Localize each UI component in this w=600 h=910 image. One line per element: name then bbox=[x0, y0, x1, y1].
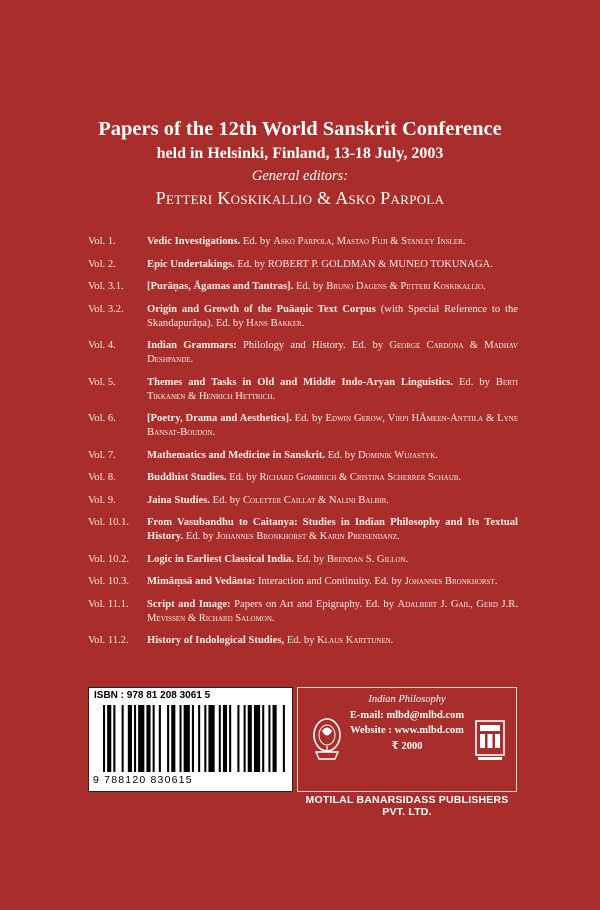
barcode-bar bbox=[223, 705, 227, 772]
volume-number: Vol. 10.1. bbox=[88, 517, 130, 528]
volume-editors: Brendan S. Gillon. bbox=[326, 553, 409, 565]
volume-number: Vol. 3.2. bbox=[88, 303, 124, 315]
volume-number: Vol. 10.3. bbox=[88, 576, 130, 587]
barcode-bar bbox=[192, 705, 194, 772]
volume-title: [Purāṇas, Āgamas and Tantras]. bbox=[147, 281, 294, 292]
publisher-logo-icon bbox=[473, 718, 507, 762]
volume-description bbox=[147, 303, 518, 331]
volume-description bbox=[147, 634, 518, 648]
volume-editor-prefix: Ed. by bbox=[294, 413, 323, 424]
volume-description bbox=[147, 575, 518, 589]
volume-item bbox=[88, 634, 518, 648]
barcode-bar bbox=[179, 705, 181, 772]
volume-description bbox=[147, 412, 518, 440]
barcode-bar bbox=[268, 705, 270, 772]
volume-title: Mimāṃsā and Vedānta: bbox=[147, 576, 256, 587]
price-text: ₹ 2000 bbox=[391, 740, 423, 752]
barcode-bar bbox=[167, 705, 169, 772]
volume-title: Origin and Growth of the Puāaṇic Text Corpus bbox=[147, 303, 376, 315]
barcode-bar bbox=[138, 705, 144, 772]
barcode-bar bbox=[208, 705, 214, 772]
category-label: Indian Philosophy bbox=[368, 694, 446, 705]
volume-item bbox=[88, 280, 518, 294]
volume-description bbox=[147, 516, 518, 544]
volume-title: Mathematics and Medicine in Sanskrit. bbox=[147, 449, 326, 461]
barcode-bar bbox=[229, 705, 231, 772]
volume-editors: Dominik Wujastyk. bbox=[358, 449, 438, 461]
volume-number: Vol. 7. bbox=[88, 449, 116, 461]
volume-title: Buddhist Studies. bbox=[147, 472, 227, 483]
volume-title: Vedic Investigations. bbox=[147, 236, 241, 247]
volume-item bbox=[88, 575, 518, 589]
volume-item bbox=[88, 412, 518, 440]
volume-editor-prefix: (with Special Reference to the Skandapurāṇa). Ed. by bbox=[147, 303, 518, 329]
volume-editors: Bruno Dagens & Petteri Koskikallio. bbox=[326, 281, 486, 292]
volume-item bbox=[88, 598, 518, 626]
barcode-number: 9 788120 830615 bbox=[93, 774, 193, 786]
volume-number: Vol. 11.2. bbox=[88, 635, 129, 646]
volume-editor-prefix: Ed. by bbox=[185, 531, 214, 542]
volume-editor-prefix: Ed. by bbox=[237, 258, 266, 270]
volume-number: Vol. 2. bbox=[88, 258, 116, 270]
volume-item bbox=[88, 516, 518, 544]
barcode-bar bbox=[273, 705, 277, 772]
barcode-bar bbox=[237, 705, 239, 772]
volume-item bbox=[88, 449, 518, 463]
barcode-bar bbox=[146, 705, 150, 772]
volume-editors: Richard Gombrich & Cristina Scherrer Schaub. bbox=[259, 472, 462, 483]
barcode-bar bbox=[219, 705, 221, 772]
barcode-bar bbox=[184, 705, 190, 772]
barcode-box bbox=[88, 687, 293, 792]
barcode-bar bbox=[134, 705, 136, 772]
barcode-bar bbox=[128, 705, 132, 772]
volume-editors: Asko Parpola, Mastao Fuji & Stanley Insler. bbox=[273, 236, 466, 247]
volume-item bbox=[88, 494, 518, 508]
volume-number: Vol. 5. bbox=[88, 376, 116, 388]
volume-editor-prefix: Ed. by bbox=[458, 376, 490, 388]
barcode-bar bbox=[171, 705, 175, 772]
volume-title: Indian Grammars: bbox=[147, 340, 237, 351]
volume-editor-prefix: Philology and History. Ed. by bbox=[243, 340, 384, 351]
email-text: E-mail: mlbd@mlbd.com bbox=[349, 709, 465, 721]
volume-list bbox=[88, 235, 518, 657]
volume-description bbox=[147, 494, 518, 508]
barcode-bar bbox=[107, 705, 111, 772]
publisher-name: MOTILAL BANARSIDASS PUBLISHERS PVT. LTD. bbox=[305, 794, 509, 818]
volume-description bbox=[147, 471, 518, 485]
volume-description bbox=[147, 258, 518, 272]
volume-description bbox=[147, 339, 518, 367]
volume-number: Vol. 8. bbox=[88, 472, 116, 483]
volume-editors: George Cardona & Madhav Deshpande. bbox=[147, 340, 518, 365]
volume-editors: Berti Tikkanen & Henrich Hettrich. bbox=[147, 376, 518, 402]
volume-title: [Poetry, Drama and Aesthetics]. bbox=[147, 413, 292, 424]
volume-editors: Klaus Karttunen. bbox=[317, 635, 394, 646]
volume-item bbox=[88, 471, 518, 485]
volume-title: Jaina Studies. bbox=[147, 494, 210, 506]
volume-editors: Johannes Bronkhorst & Karin Preisendanz. bbox=[216, 531, 400, 542]
volume-number: Vol. 6. bbox=[88, 413, 116, 424]
series-title: Papers of the 12th World Sanskrit Conference bbox=[98, 118, 502, 140]
volume-number: Vol. 3.1. bbox=[88, 281, 124, 292]
volume-item bbox=[88, 339, 518, 367]
volume-editor-prefix: Ed. by bbox=[242, 236, 271, 247]
volume-title: Epic Undertakings. bbox=[147, 258, 235, 270]
volume-editors: Edwin Gerow, Virpi HÄmeen-Anttila & Lyne Bansat-Boudon. bbox=[147, 413, 518, 438]
volume-title: History of Indological Studies, bbox=[147, 635, 285, 646]
barcode-bar bbox=[204, 705, 206, 772]
volume-editor-prefix: Ed. by bbox=[295, 281, 324, 292]
barcode-bar bbox=[122, 705, 124, 772]
volume-title: Script and Image: bbox=[147, 598, 231, 610]
website-text: Website : www.mlbd.com bbox=[350, 725, 464, 736]
volume-description bbox=[147, 235, 518, 249]
volume-number: Vol. 11.1. bbox=[88, 598, 129, 610]
barcode-bar bbox=[262, 705, 264, 772]
volume-editor-prefix: Ed. by bbox=[296, 553, 325, 565]
volume-item bbox=[88, 303, 518, 331]
volume-description bbox=[147, 553, 518, 567]
barcode-bar bbox=[244, 705, 246, 772]
barcode-bar bbox=[254, 705, 260, 772]
publisher-box bbox=[297, 687, 517, 792]
barcode-icon bbox=[103, 705, 287, 772]
barcode-bar bbox=[248, 705, 252, 772]
general-editors-label: General editors: bbox=[251, 168, 349, 184]
barcode-bar bbox=[113, 705, 115, 772]
volume-description bbox=[147, 376, 518, 404]
volume-description bbox=[147, 598, 518, 626]
volume-editor-prefix: Papers on Art and Epigraphy. Ed. by bbox=[234, 598, 394, 610]
volume-title: Logic in Earliest Classical India. bbox=[147, 553, 294, 565]
volume-number: Vol. 4. bbox=[88, 340, 116, 351]
volume-title: Themes and Tasks in Old and Middle Indo-Aryan Linguistics. bbox=[147, 376, 454, 388]
volume-description bbox=[147, 280, 518, 294]
volume-editor-prefix: Ed. by bbox=[212, 494, 241, 506]
barcode-bar bbox=[153, 705, 155, 772]
volume-number: Vol. 1. bbox=[88, 236, 116, 247]
volume-item bbox=[88, 235, 518, 249]
volume-title: From Vasubandhu to Caitanya: Studies in Indian Philosophy and Its Textual History. bbox=[147, 517, 518, 542]
barcode-bar bbox=[283, 705, 285, 772]
barcode-bar bbox=[159, 705, 161, 772]
volume-editor-prefix: Ed. by bbox=[229, 472, 257, 483]
barcode-bar bbox=[198, 705, 200, 772]
volume-item bbox=[88, 376, 518, 404]
isbn-label: ISBN : 978 81 208 3061 5 bbox=[94, 690, 211, 701]
general-editors: Petteri Koskikallio & Asko Parpola bbox=[155, 188, 445, 208]
volume-editor-prefix: Ed. by bbox=[286, 635, 315, 646]
volume-editors: Coletter Caillat & Nalini Balbir. bbox=[242, 494, 389, 506]
volume-editors: Hans Bakker. bbox=[246, 317, 305, 329]
volume-item bbox=[88, 258, 518, 272]
volume-description bbox=[147, 449, 518, 463]
volume-editors: Adalbert J. Gail, Gerd J.R. Mevissen & Richard Salomon. bbox=[147, 598, 518, 624]
volume-number: Vol. 10.2. bbox=[88, 553, 130, 565]
volume-item bbox=[88, 553, 518, 567]
volume-number: Vol. 9. bbox=[88, 494, 116, 506]
volume-editor-prefix: Interaction and Continuity. Ed. by bbox=[257, 576, 403, 587]
series-subtitle: held in Helsinki, Finland, 13-18 July, 2003 bbox=[156, 145, 444, 162]
volume-editor-prefix: Ed. by bbox=[327, 449, 356, 461]
barcode-bar bbox=[103, 705, 105, 772]
volume-editors: ROBERT P. GOLDMAN & MUNEO TOKUNAGA. bbox=[267, 258, 493, 270]
volume-editors: Johannes Bronkhorst. bbox=[404, 576, 498, 587]
